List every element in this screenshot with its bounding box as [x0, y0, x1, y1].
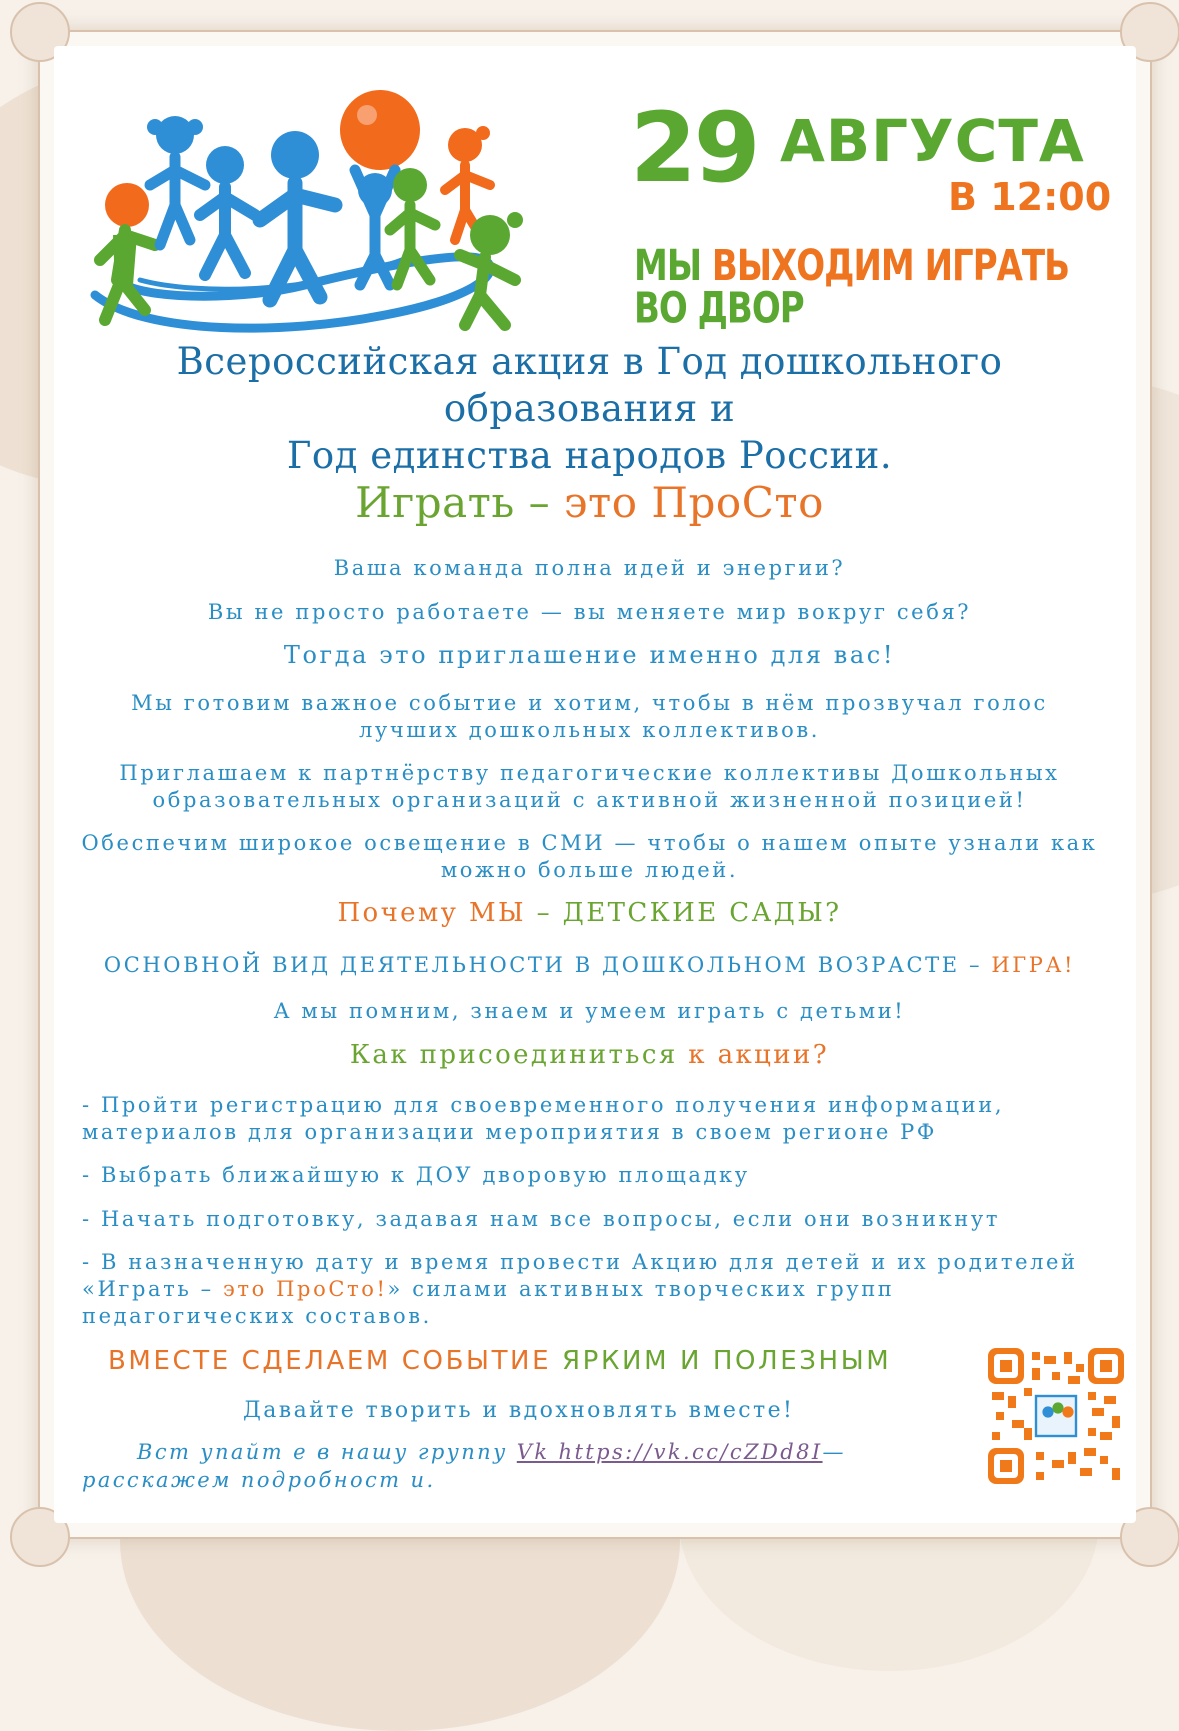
how-heading: Как присоединиться к акции?	[349, 1040, 830, 1070]
intro-paragraph-4: Мы готовим важное событие и хотим, чтобы в нём прозвучал голос лучших дошкольных коллективов.	[131, 691, 1048, 742]
page-title: Всероссийская акция в Год дошкольного образования и Год единства народов России.	[176, 340, 1003, 477]
how-step-4: - В назначенную дату и время провести Акцию для детей и их родителей «Играть – это ПроСто!» силами активных творческих групп педагогических составов.	[82, 1250, 1078, 1328]
vk-group-link[interactable]: Vk https://vk.cc/cZDd8I	[516, 1440, 823, 1464]
why-heading: Почему МЫ – ДЕТСКИЕ САДЫ?	[337, 898, 842, 928]
how-step-1: - Пройти регистрацию для своевременного получения информации, материалов для организации мероприятия в своем регионе РФ	[82, 1093, 1005, 1144]
children-playing-ball-icon	[85, 85, 545, 335]
inspire-text: Давайте творить и вдохновлять вместе!	[243, 1398, 795, 1423]
intro-paragraph-5: Приглашаем к партнёрству педагогические коллективы Дошкольных образовательных организаций с активной жизненной позицией!	[119, 761, 1060, 812]
why-answer: А мы помним, знаем и умеем играть с детьми!	[273, 999, 906, 1023]
why-main-statement: ОСНОВНОЙ ВИД ДЕЯТЕЛЬНОСТИ В ДОШКОЛЬНОМ ВОЗРАСТЕ – ИГРА!	[103, 953, 1076, 977]
how-step-3: - Начать подготовку, задавая нам все вопросы, если они возникнут	[82, 1207, 1001, 1231]
intro-paragraph-1: Ваша команда полна идей и энергии?	[333, 556, 846, 580]
call-to-action-banner: ВМЕСТЕ СДЕЛАЕМ СОБЫТИЕ ЯРКИМ И ПОЛЕЗНЫМ	[108, 1346, 892, 1376]
event-month: АВГУСТА	[780, 107, 1085, 175]
page-subtitle: Играть – это ПроСто	[355, 478, 824, 527]
qr-code-icon[interactable]	[988, 1348, 1124, 1484]
how-step-2: - Выбрать ближайшую к ДОУ дворовую площадку	[82, 1163, 750, 1187]
join-group-text: Вст упайт е в нашу группу Vk https://vk.cc/cZDd8I—расскажем подробност и.	[82, 1440, 846, 1492]
event-time: В 12:00	[948, 175, 1112, 219]
event-day: 29	[630, 92, 758, 204]
event-date-block	[630, 92, 1120, 334]
intro-paragraph-6: Обеспечим широкое освещение в СМИ — чтобы о нашем опыте узнали как можно больше людей.	[81, 831, 1098, 882]
intro-paragraph-2: Вы не просто работаете — вы меняете мир вокруг себя?	[207, 600, 972, 624]
event-slogan: МЫ ВЫХОДИМ ИГРАТЬ ВО ДВОР	[634, 241, 1070, 334]
intro-paragraph-3: Тогда это приглашение именно для вас!	[283, 641, 896, 669]
